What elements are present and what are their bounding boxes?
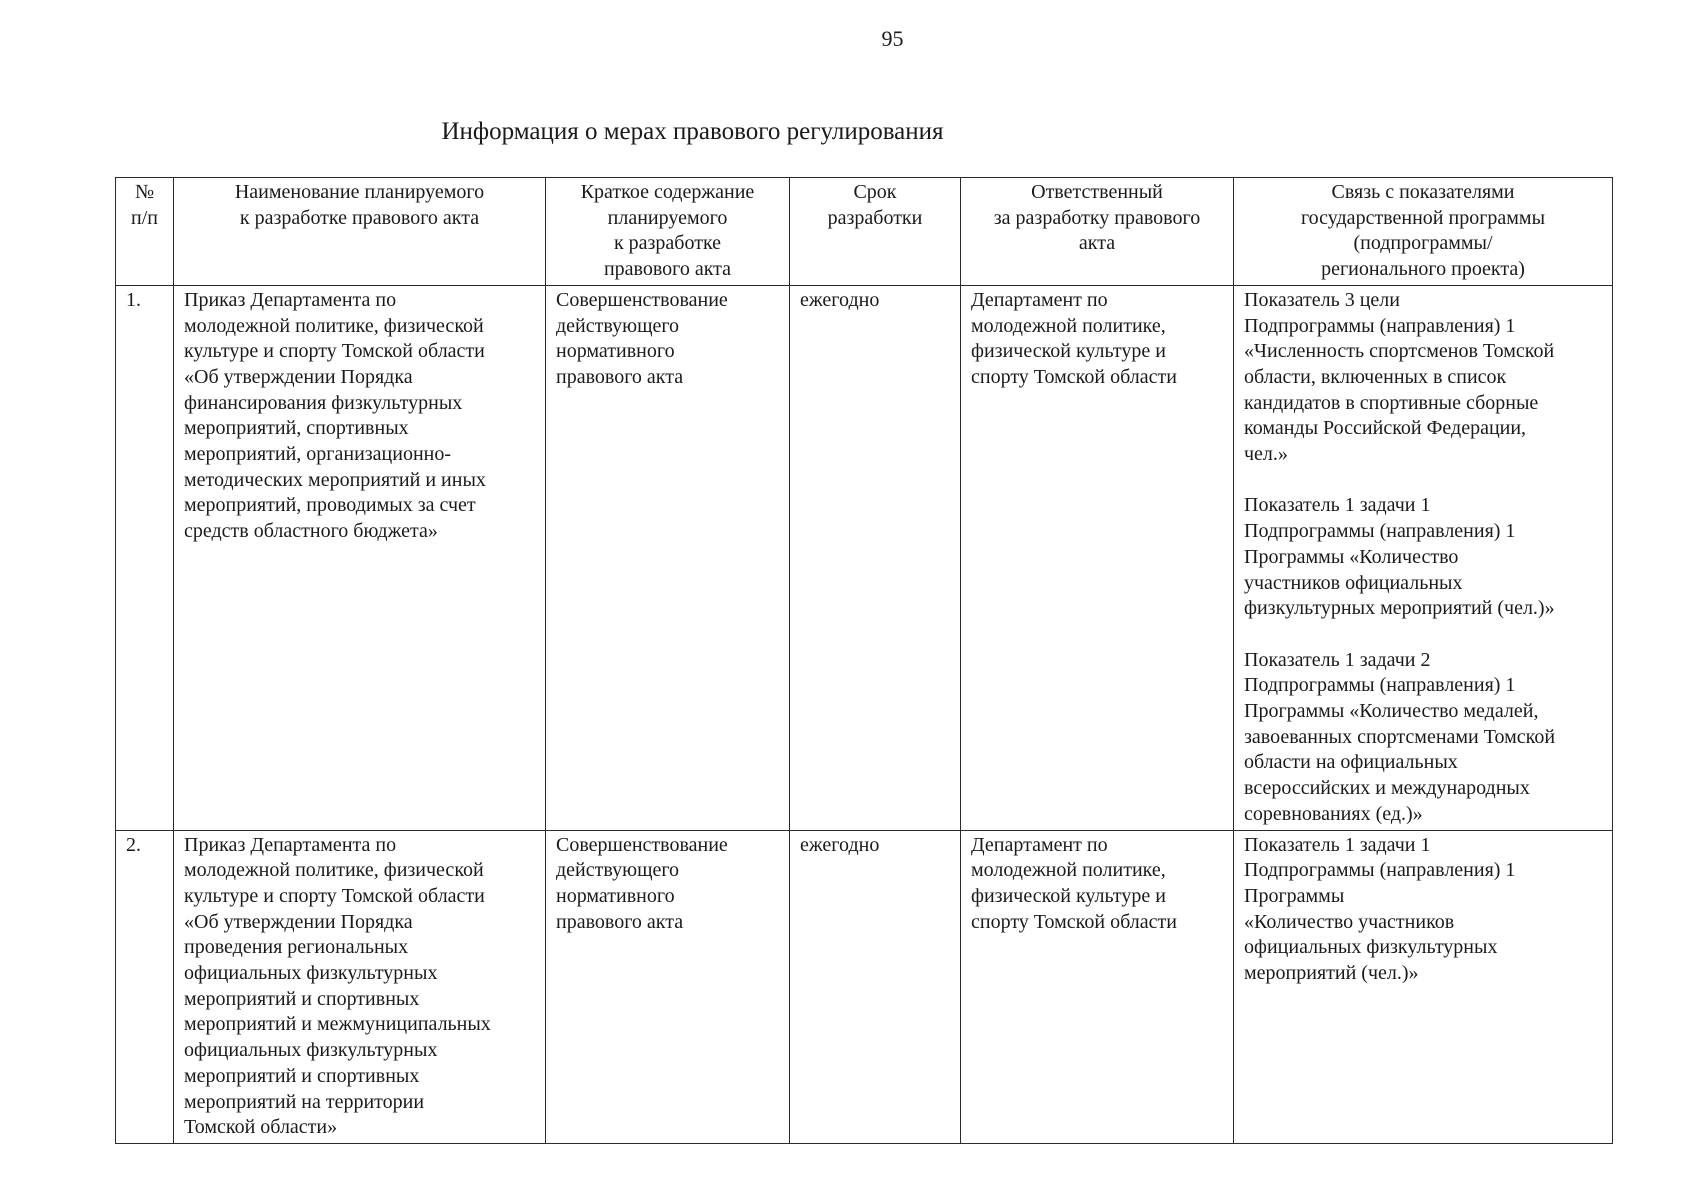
cell-line: за разработку правового (993, 206, 1201, 229)
cell-line: «Об утверждении Порядка (184, 910, 413, 933)
cell-line: «Численность спортсменов Томской (1244, 340, 1555, 363)
cell-line: Наименование планируемого (234, 181, 485, 203)
cell-number: 2. (116, 830, 174, 1143)
cell-line: правового акта (556, 910, 684, 933)
document-title: Информация о мерах правового регулирования (441, 118, 944, 145)
cell-responsible (961, 285, 1234, 830)
cell-line: физкультурных мероприятий (чел.)» (1244, 597, 1555, 620)
cell-line: физической культуре и (971, 884, 1166, 907)
cell-line: к разработке правового акта (239, 206, 480, 229)
cell-line: Подпрограммы (направления) 1 (1244, 314, 1516, 337)
cell-number: 1. (116, 285, 174, 830)
cell-line: № (134, 181, 155, 203)
cell-line: области, включенных в список (1244, 365, 1507, 388)
cell-line: участников официальных (1244, 571, 1463, 594)
cell-line: мероприятий и спортивных (184, 1064, 420, 1087)
cell-line: Департамент по (971, 833, 1108, 856)
cell-line: Ответственный (1031, 181, 1163, 203)
cell-line: Показатель 3 цели (1244, 288, 1400, 311)
cell-line: действующего (556, 859, 680, 882)
cell-line: финансирования физкультурных (184, 391, 463, 414)
cell-line: к разработке (613, 232, 722, 255)
cell-line: Приказ Департамента по (184, 288, 397, 311)
cell-line: средств областного бюджета» (184, 520, 438, 543)
header-responsible (961, 178, 1234, 286)
cell-line: мероприятий (чел.)» (1244, 962, 1419, 985)
legal-measures-table (115, 177, 1613, 1144)
cell-line: проведения региональных (184, 936, 409, 959)
cell-line: «Количество участников (1244, 910, 1455, 933)
cell-line: области на официальных (1244, 751, 1458, 774)
header-number (116, 178, 174, 286)
cell-line: нормативного (556, 340, 675, 363)
cell-line: официальных физкультурных (184, 1039, 438, 1062)
cell-line: мероприятий, организационно- (184, 443, 452, 466)
cell-line: нормативного (556, 884, 675, 907)
cell-indicators (1234, 285, 1613, 830)
cell-line: команды Российской Федерации, (1244, 417, 1527, 440)
cell-line: действующего (556, 314, 680, 337)
cell-line: молодежной политике, (971, 859, 1166, 882)
cell-line: регионального проекта) (1321, 258, 1525, 281)
cell-line: завоеванных спортсменами Томской (1244, 725, 1556, 748)
cell-line: мероприятий и спортивных (184, 987, 420, 1010)
cell-indicators (1234, 830, 1613, 1143)
cell-term: ежегодно (790, 285, 961, 830)
cell-line: мероприятий и межмуниципальных (184, 1013, 491, 1036)
cell-summary (546, 830, 790, 1143)
table-row (116, 285, 1613, 830)
cell-line: всероссийских и международных (1244, 777, 1530, 800)
cell-line: молодежной политике, физической (184, 859, 484, 882)
cell-line: спорту Томской области (971, 365, 1177, 388)
cell-line: Показатель 1 задачи 1 (1244, 494, 1431, 517)
cell-line: Краткое содержание (580, 181, 755, 203)
cell-line: Срок (853, 181, 897, 203)
cell-line: молодежной политике, физической (184, 314, 484, 337)
cell-line: Совершенствование (556, 288, 728, 311)
cell-line: Связь с показателями (1331, 181, 1515, 203)
cell-line: соревнованиях (ед.)» (1244, 802, 1423, 825)
header-act-name (174, 178, 546, 286)
header-term (790, 178, 961, 286)
cell-line: планируемого (607, 206, 728, 229)
cell-line: правового акта (603, 258, 732, 281)
cell-line: Программы (1244, 884, 1345, 907)
page-number: 95 (881, 26, 904, 51)
cell-line: культуре и спорту Томской области (184, 884, 485, 907)
cell-line: чел.» (1244, 443, 1288, 466)
cell-line: спорту Томской области (971, 910, 1177, 933)
cell-act-name (174, 830, 546, 1143)
cell-line: методических мероприятий и иных (184, 468, 486, 491)
cell-responsible (961, 830, 1234, 1143)
cell-line: Томской области» (184, 1116, 338, 1139)
cell-line: Показатель 1 задачи 2 (1244, 648, 1431, 671)
cell-line: разработки (827, 206, 923, 229)
cell-line: Подпрограммы (направления) 1 (1244, 520, 1516, 543)
cell-line: государственной программы (1300, 206, 1546, 229)
cell-line: кандидатов в спортивные сборные (1244, 391, 1539, 414)
table-row (116, 830, 1613, 1143)
cell-line: Программы «Количество медалей, (1244, 700, 1539, 723)
cell-line: Департамент по (971, 288, 1108, 311)
cell-summary (546, 285, 790, 830)
header-summary (546, 178, 790, 286)
cell-line: (подпрограммы/ (1353, 232, 1493, 255)
cell-line: официальных физкультурных (1244, 936, 1498, 959)
cell-act-name (174, 285, 546, 830)
indicator-paragraph (1244, 648, 1602, 828)
cell-line: Подпрограммы (направления) 1 (1244, 859, 1516, 882)
cell-line: мероприятий, проводимых за счет (184, 494, 476, 517)
indicator-paragraph (1244, 288, 1602, 468)
cell-line: официальных физкультурных (184, 962, 438, 985)
indicator-paragraph (1244, 833, 1602, 987)
cell-line: п/п (131, 206, 158, 229)
cell-line: Программы «Количество (1244, 545, 1459, 568)
cell-line: Подпрограммы (направления) 1 (1244, 674, 1516, 697)
cell-line: Совершенствование (556, 833, 728, 856)
cell-line: молодежной политике, (971, 314, 1166, 337)
cell-line: «Об утверждении Порядка (184, 365, 413, 388)
cell-line: культуре и спорту Томской области (184, 340, 485, 363)
header-indicators (1234, 178, 1613, 286)
cell-line: мероприятий на территории (184, 1090, 425, 1113)
cell-line: правового акта (556, 365, 684, 388)
cell-term: ежегодно (790, 830, 961, 1143)
cell-line: мероприятий, спортивных (184, 417, 409, 440)
cell-line: акта (1078, 232, 1116, 255)
cell-line: Показатель 1 задачи 1 (1244, 833, 1431, 856)
cell-line: физической культуре и (971, 340, 1166, 363)
table-header-row (116, 178, 1613, 286)
cell-line: Приказ Департамента по (184, 833, 397, 856)
indicator-paragraph (1244, 493, 1602, 622)
